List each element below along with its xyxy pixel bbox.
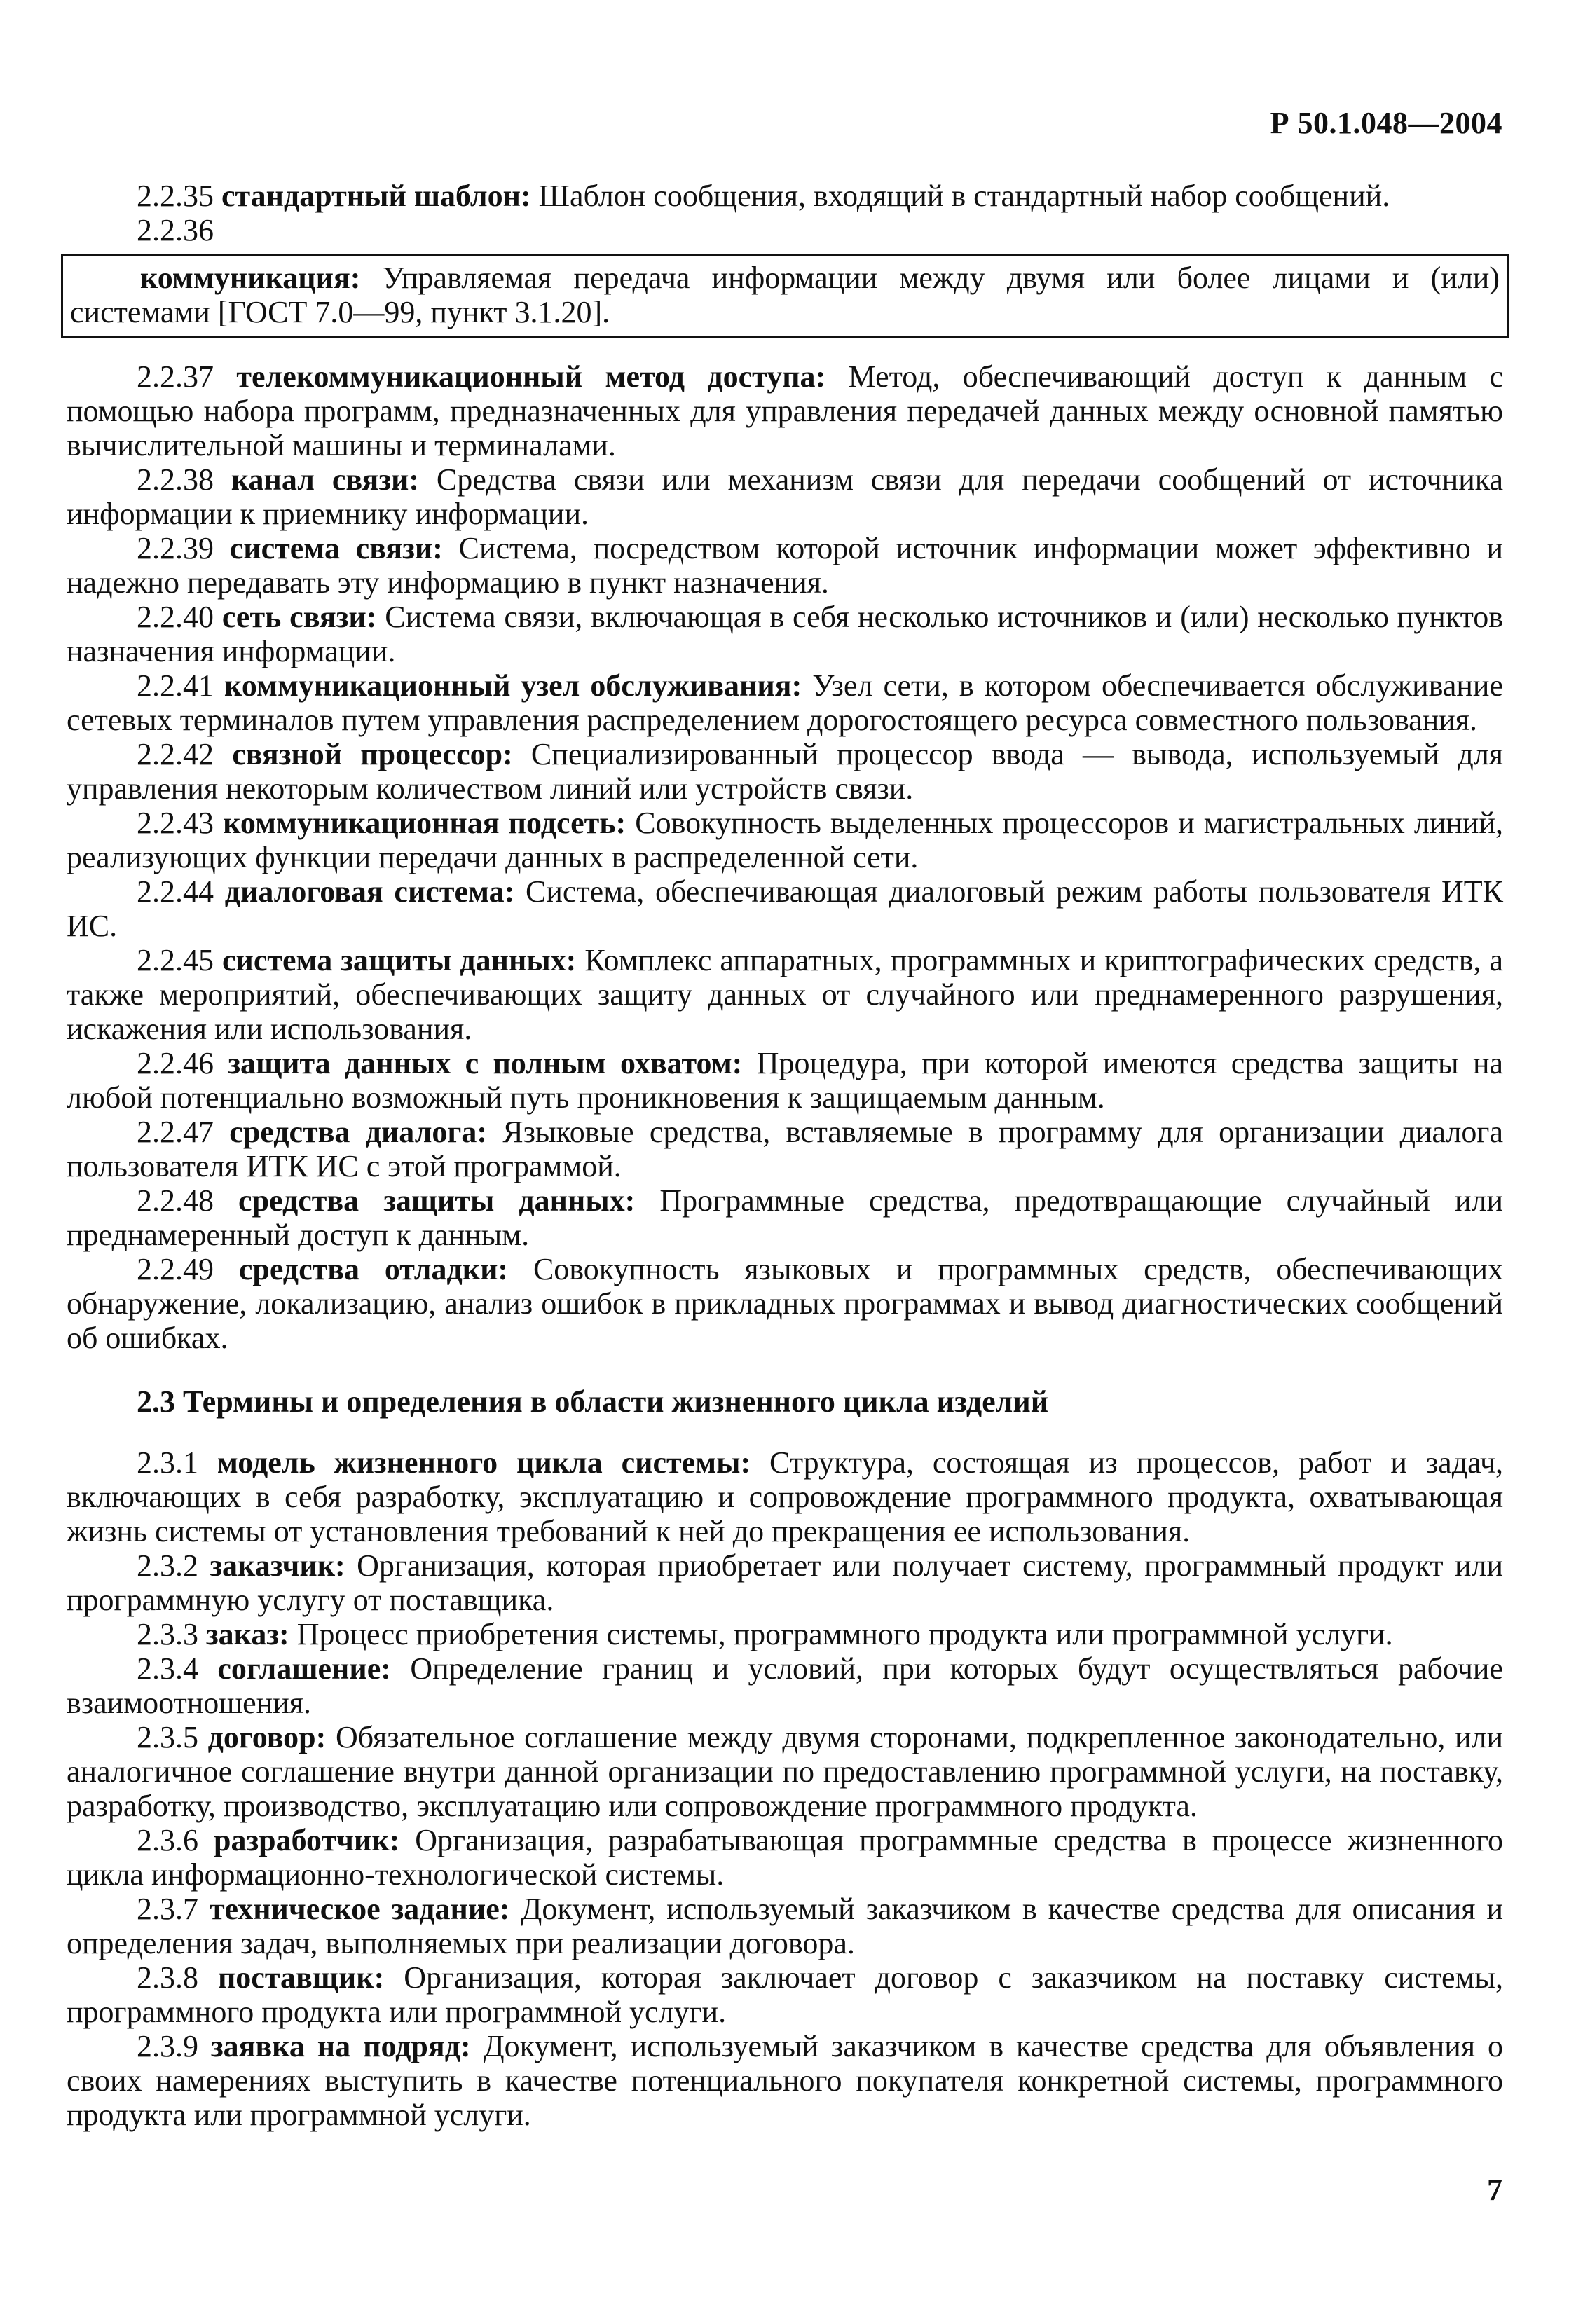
entry-definition: Система, посредством которой источник информации может эффективно и надежно передавать эту информацию в пункт назначения. <box>67 531 1504 600</box>
entry-number: 2.2.44 <box>137 874 214 909</box>
entry-term: коммуникация: <box>140 261 361 295</box>
term-entry <box>67 1445 1503 1548</box>
entry-number: 2.3.5 <box>137 1720 198 1754</box>
entry-number: 2.2.46 <box>137 1046 214 1080</box>
entry-number: 2.2.43 <box>137 806 214 840</box>
entry-term: модель жизненного цикла системы: <box>217 1445 751 1480</box>
term-entry <box>67 737 1503 806</box>
entry-definition: Совокупность языковых и программных средств, обеспечивающих обнаружение, локализацию, анализ ошибок в прикладных программах и вывод диагностических сообщений об ошибках. <box>67 1252 1503 1355</box>
entry-term: средства защиты данных: <box>238 1183 636 1218</box>
entry-number: 2.2.38 <box>137 462 214 497</box>
entry-term: средства отладки: <box>238 1252 509 1286</box>
term-entry <box>67 668 1503 737</box>
entry-definition: Комплекс аппаратных, программных и криптографических средств, а также мероприятий, обеспечивающих защиту данных от случайного или преднамеренного разрушения, искажения или использования. <box>67 943 1503 1046</box>
entry-definition: Программные средства, предотвращающие случайный или преднамеренный доступ к данным. <box>67 1183 1504 1252</box>
entry-number: 2.2.47 <box>137 1115 214 1149</box>
entry-term: сеть связи: <box>221 600 377 634</box>
term-entry-number-only <box>67 213 1503 247</box>
term-entry <box>67 462 1503 531</box>
page-number: 7 <box>1487 2173 1502 2207</box>
entry-term: канал связи: <box>231 462 420 497</box>
entry-definition: Организация, которая приобретает или получает систему, программный продукт или программную услугу от поставщика. <box>67 1548 1504 1617</box>
entry-term: разработчик: <box>214 1823 400 1857</box>
entry-number: 2.2.37 <box>137 359 214 394</box>
entry-number: 2.3.3 <box>137 1617 198 1651</box>
document-code: Р 50.1.048—2004 <box>1270 106 1502 140</box>
term-entry <box>67 1548 1503 1617</box>
entry-number: 2.2.35 <box>137 179 214 213</box>
term-entry <box>67 531 1503 600</box>
term-entry <box>70 261 1500 329</box>
entry-definition: Совокупность выделенных процессоров и магистральных линий, реализующих функции передачи данных в распределенной сети. <box>67 806 1504 874</box>
term-entry <box>67 179 1503 213</box>
term-entry <box>67 1823 1503 1892</box>
entry-number: 2.3.1 <box>137 1445 198 1480</box>
entry-definition: Документ, используемый заказчиком в качестве средства для объявления о своих намерениях выступить в качестве потенциального покупателя конкретной системы, программного продукта или программной услуги. <box>67 2029 1504 2132</box>
entry-definition: Шаблон сообщения, входящий в стандартный набор сообщений. <box>538 179 1390 213</box>
entry-definition: Организация, которая заключает договор с заказчиком на поставку системы, программного продукта или программной услуги. <box>67 1960 1503 2029</box>
entry-term: техническое задание: <box>209 1892 510 1926</box>
entry-number: 2.3.2 <box>137 1548 198 1583</box>
term-entry <box>67 1651 1503 1720</box>
entry-term: коммуникационная подсеть: <box>223 806 626 840</box>
entry-number: 2.2.49 <box>137 1252 214 1286</box>
entry-definition: Процедура, при которой имеются средства защиты на любой потенциально возможный путь проникновения к защищаемым данным. <box>67 1046 1504 1115</box>
entry-term: диалоговая система: <box>224 874 515 909</box>
entry-definition: Документ, используемый заказчиком в качестве средства для описания и определения задач, выполняемых при реализации договора. <box>67 1892 1504 1960</box>
entry-term: телекоммуникационный метод доступа: <box>236 359 826 394</box>
entry-definition: Организация, разрабатывающая программные средства в процессе жизненного цикла информационно-технологической системы. <box>67 1823 1504 1892</box>
document-body <box>67 179 1503 2132</box>
entry-number: 2.3.6 <box>137 1823 198 1857</box>
entry-term: система защиты данных: <box>222 943 577 977</box>
entry-number: 2.3.4 <box>137 1651 198 1686</box>
term-entry <box>67 1115 1503 1183</box>
entry-number: 2.2.45 <box>137 943 214 977</box>
term-entry <box>67 1046 1503 1115</box>
entry-number: 2.2.39 <box>137 531 214 565</box>
term-entry <box>67 943 1503 1046</box>
entry-term: поставщик: <box>217 1960 385 1995</box>
entry-definition: Узел сети, в котором обеспечивается обслуживание сетевых терминалов путем управления распределением дорогостоящего ресурса совместного пользования. <box>67 668 1503 737</box>
entry-number: 2.3.8 <box>137 1960 198 1995</box>
framed-term-box <box>61 254 1509 338</box>
entry-definition: Специализированный процессор ввода — вывода, используемый для управления некоторым количеством линий или устройств связи. <box>67 737 1504 806</box>
term-entry <box>67 600 1503 668</box>
entry-term: заявка на подряд: <box>210 2029 471 2063</box>
term-entry <box>67 806 1503 874</box>
term-entry <box>67 1252 1503 1355</box>
entry-definition: Система связи, включающая в себя несколько источников и (или) несколько пунктов назначения информации. <box>67 600 1503 668</box>
entry-term: заказ: <box>206 1617 289 1651</box>
entry-number: 2.2.42 <box>137 737 214 771</box>
entry-definition: Средства связи или механизм связи для передачи сообщений от источника информации к приемнику информации. <box>67 462 1504 531</box>
entry-number: 2.2.36 <box>137 213 214 247</box>
term-entry <box>67 2029 1503 2132</box>
term-entry <box>67 874 1503 943</box>
term-entry <box>67 1960 1503 2029</box>
entry-term: связной процессор: <box>232 737 513 771</box>
term-entry <box>67 1183 1503 1252</box>
term-entry <box>67 359 1503 462</box>
section-heading: 2.3 Термины и определения в области жизненного цикла изделий <box>137 1384 1049 1419</box>
entry-term: стандартный шаблон: <box>221 179 531 213</box>
entry-term: соглашение: <box>217 1651 391 1686</box>
entry-number: 2.2.48 <box>137 1183 214 1218</box>
term-entry <box>67 1617 1503 1651</box>
entry-definition: Метод, обеспечивающий доступ к данным с помощью набора программ, предназначенных для управления передачей данных между основной памятью вычислительной машины и терминалами. <box>67 359 1503 462</box>
entry-definition: Процесс приобретения системы, программного продукта или программной услуги. <box>296 1617 1393 1651</box>
entry-definition: Определение границ и условий, при которых будут осуществляться рабочие взаимоотношения. <box>67 1651 1503 1720</box>
entry-term: коммуникационный узел обслуживания: <box>224 668 802 703</box>
entry-term: договор: <box>207 1720 327 1754</box>
entry-number: 2.3.9 <box>137 2029 198 2063</box>
entry-definition: Управляемая передача информации между двумя или более лицами и (или) системами [ГОСТ 7.0—99, пункт 3.1.20]. <box>70 261 1500 329</box>
entry-term: система связи: <box>229 531 443 565</box>
entry-number: 2.3.7 <box>137 1892 198 1926</box>
entry-term: заказчик: <box>210 1548 345 1583</box>
entry-term: средства диалога: <box>229 1115 488 1149</box>
entry-definition: Структура, состоящая из процессов, работ и задач, включающих в себя разработку, эксплуатацию и сопровождение программного продукта, охватывающая жизнь системы от установления требований к ней до прекращения ее использования. <box>67 1445 1503 1548</box>
term-entry <box>67 1892 1503 1960</box>
term-entry <box>67 1720 1503 1823</box>
entry-definition: Система, обеспечивающая диалоговый режим работы пользователя ИТК ИС. <box>67 874 1504 943</box>
entry-number: 2.2.40 <box>137 600 214 634</box>
entry-definition: Языковые средства, вставляемые в программу для организации диалога пользователя ИТК ИС с этой программой. <box>67 1115 1504 1183</box>
entry-definition: Обязательное соглашение между двумя сторонами, подкрепленное законодательно, или аналогичное соглашение внутри данной организации по предоставлению программной услуги, на поставку, разработку, производство, эксплуатацию или сопровождение программного продукта. <box>67 1720 1504 1823</box>
entry-term: защита данных с полным охватом: <box>228 1046 743 1080</box>
entry-number: 2.2.41 <box>137 668 214 703</box>
